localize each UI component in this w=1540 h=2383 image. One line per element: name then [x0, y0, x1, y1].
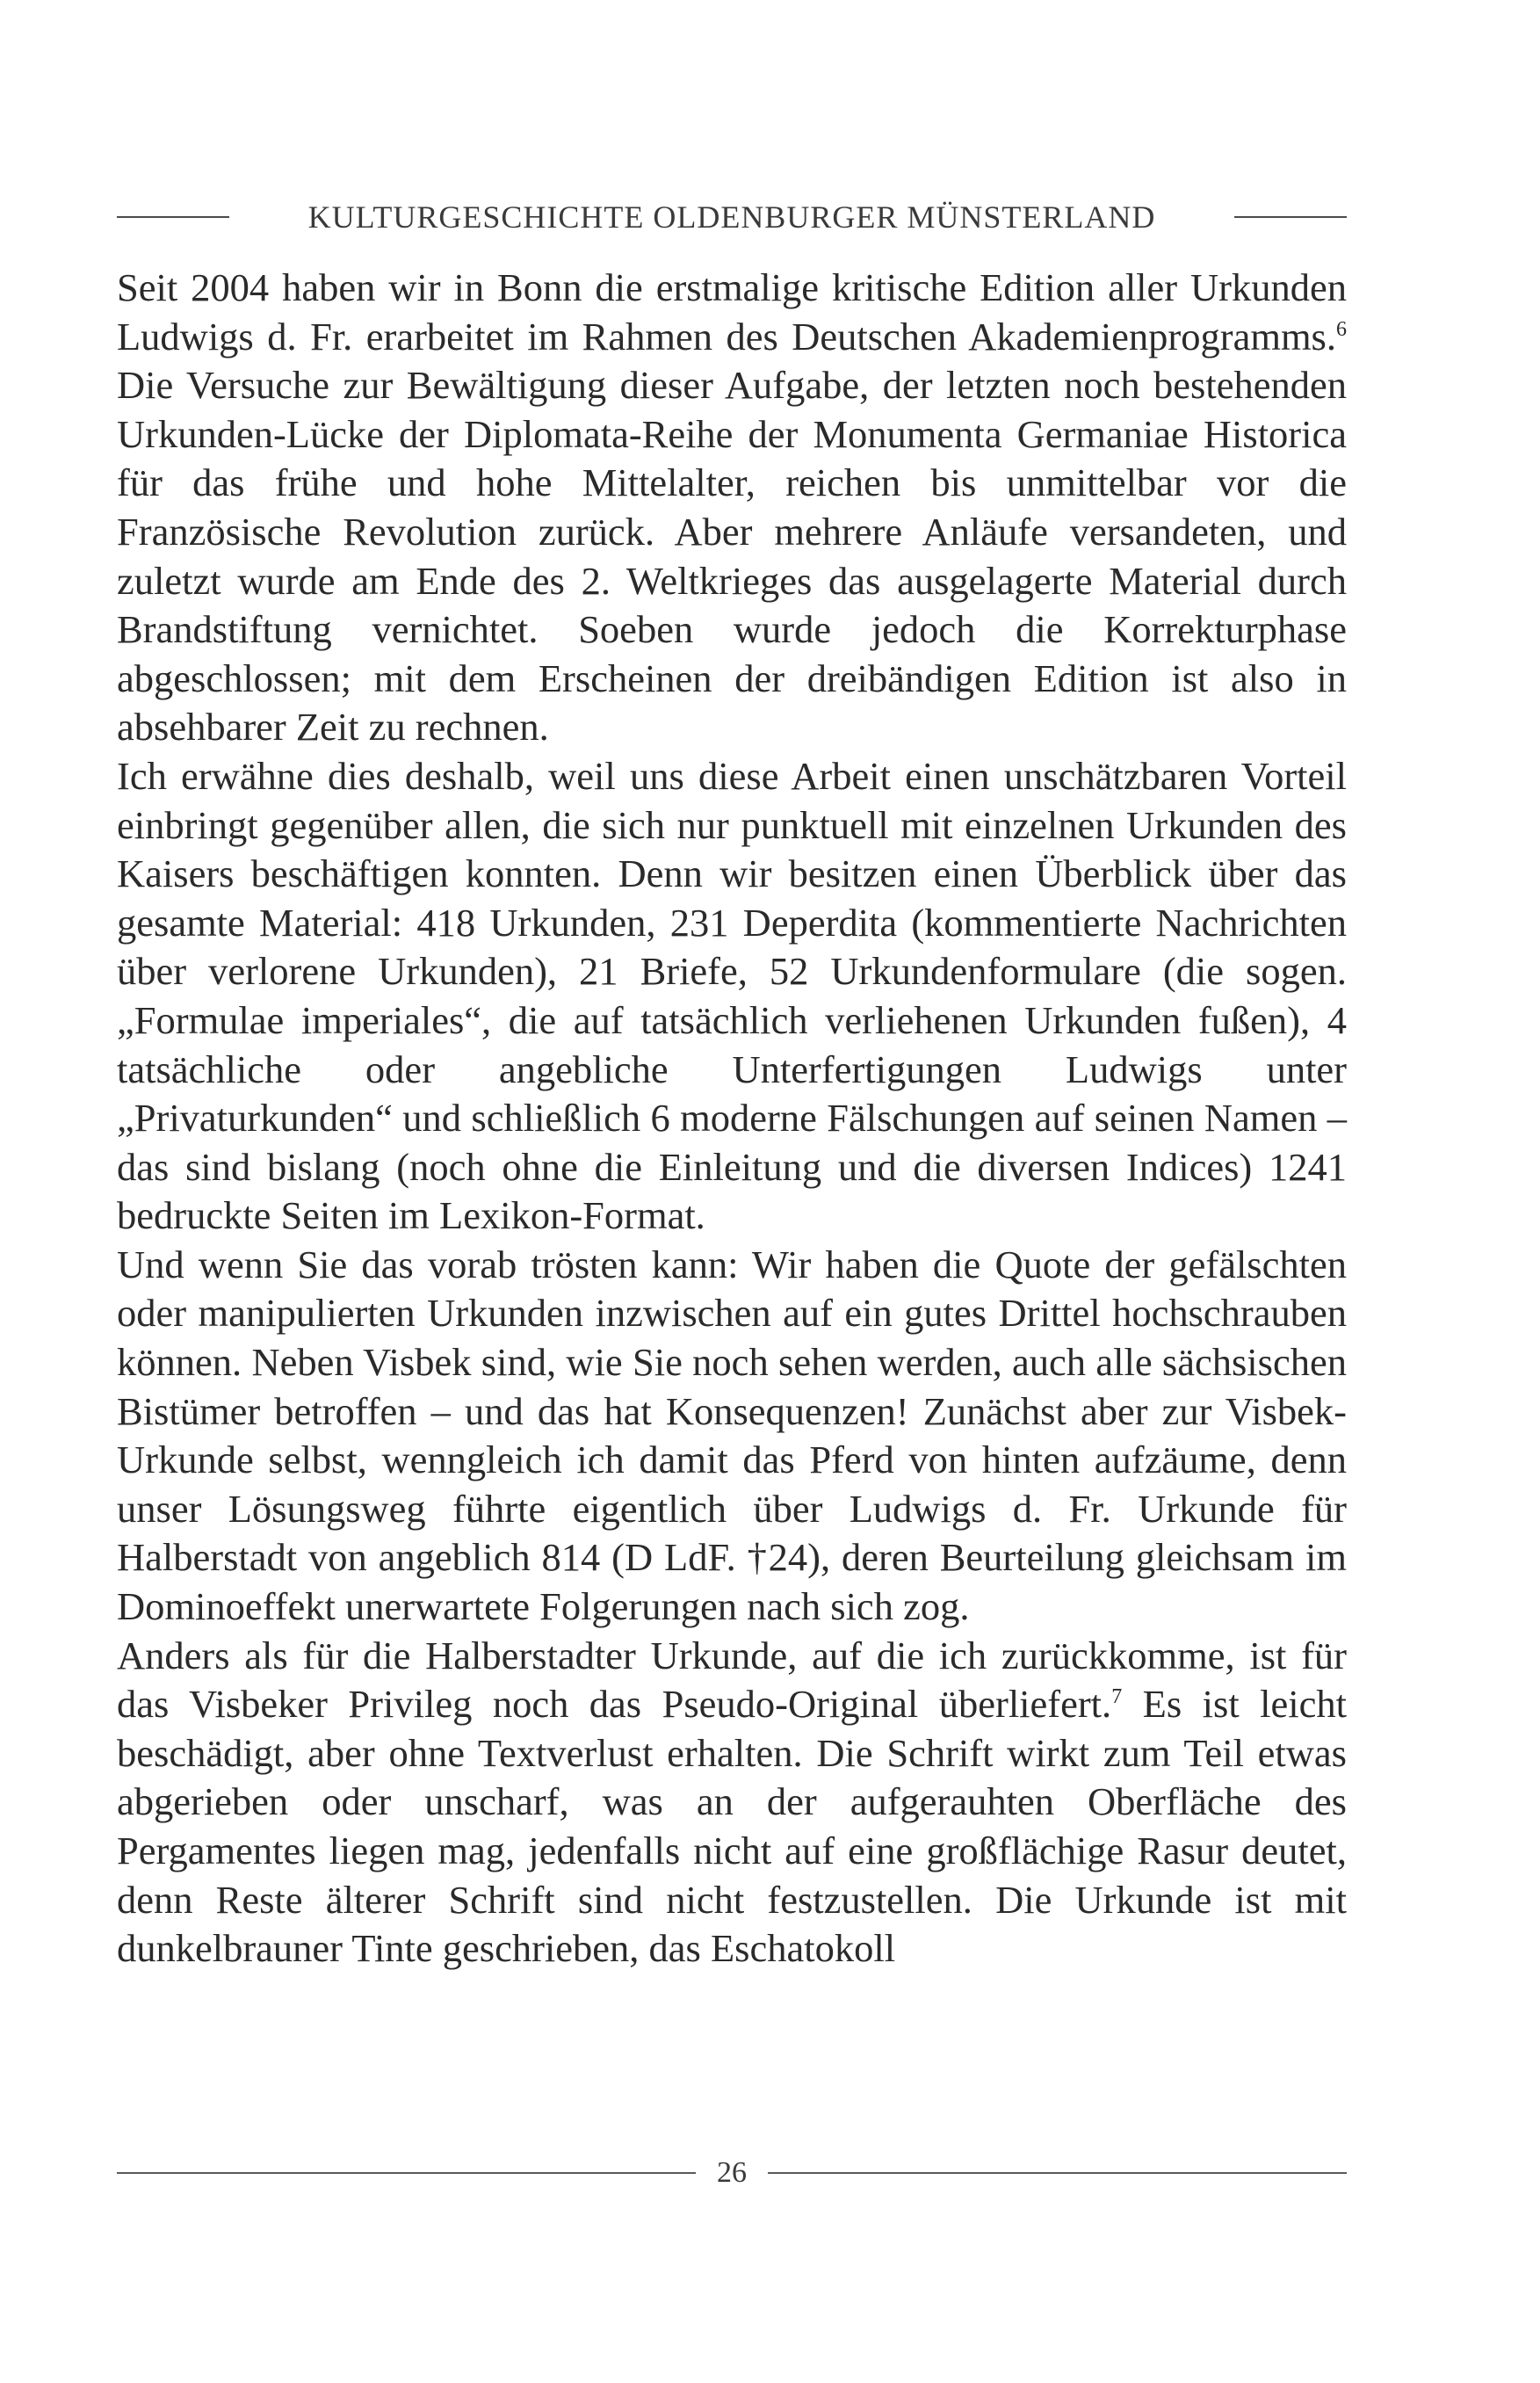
footnote-ref-7: 7	[1111, 1685, 1123, 1709]
footer-rule-left	[117, 2172, 696, 2174]
page-footer	[117, 2151, 1347, 2195]
footnote-ref-6: 6	[1336, 317, 1347, 341]
paragraph-3: Und wenn Sie das vorab trösten kann: Wir haben die Quote der gefälschten oder manipulierten Urkunden inzwischen auf ein gutes Drittel hochschrauben können. Neben Visbek sind, wie Sie noch sehen werden, auch alle sächsischen Bistümer betroffen – und das hat Konsequenzen! Zunächst aber zur Visbek-Urkunde selbst, wenngleich ich damit das Pferd von hinten aufzäume, denn unser Lösungsweg führte eigentlich über Ludwigs d. Fr. Urkunde für Halberstadt von angeblich 814 (D LdF. †24), deren Beurteilung gleichsam im Dominoeffekt unerwartete Folgerungen nach sich zog.	[117, 1242, 1347, 1629]
running-header	[117, 195, 1347, 239]
paragraph-4	[117, 1632, 1347, 1974]
paragraph-1	[117, 264, 1347, 752]
paragraph-2: Ich erwähne dies deshalb, weil uns diese Arbeit einen unschätzbaren Vorteil einbringt gegenüber allen, die sich nur punktuell mit einzelnen Urkunden des Kaisers beschäftigen konnten. Denn wir besitzen einen Überblick über das gesamte Material: 418 Urkunden, 231 Deperdita (kommentierte Nachrichten über verlorene Urkunden), 21 Briefe, 52 Urkundenformulare (die sogen. „Formulae imperiales“, die auf tatsächlich verliehenen Urkunden fußen), 4 tatsächliche oder angebliche Unterfertigungen Ludwigs unter „Privaturkunden“ und schließlich 6 moderne Fälschungen auf seinen Namen – das sind bislang (noch ohne die Einleitung und die diversen Indices) 1241 bedruckte Seiten im Lexikon-Format.	[117, 753, 1347, 1238]
running-title: KULTURGESCHICHTE OLDENBURGER MÜNSTERLAND	[307, 199, 1156, 235]
header-rule-right	[1234, 216, 1347, 218]
paragraph-1-text-a: Seit 2004 haben wir in Bonn die erstmalige kritische Edition aller Urkunden Ludwigs d. Fr. erarbeitet im Rahmen des Deutschen Akademienprogramms.	[117, 265, 1347, 359]
footer-rule-right	[768, 2172, 1347, 2174]
paragraph-4-text-b: Es ist leicht beschädigt, aber ohne Textverlust erhalten. Die Schrift wirkt zum Teil etwas abgerieben oder unscharf, was an der aufgerauhten Oberfläche des Pergamentes liegen mag, jedenfalls nicht auf eine großflächige Rasur deutet, denn Reste älterer Schrift sind nicht festzustellen. Die Urkunde ist mit dunkelbrauner Tinte geschrieben, das Eschatokoll	[117, 1682, 1348, 1971]
paragraph-4-text-a: Anders als für die Halberstadter Urkunde, auf die ich zurückkomme, ist für das Visbeker Privileg noch das Pseudo-Original überliefert.	[117, 1633, 1347, 1727]
body-text	[117, 264, 1347, 1974]
page-number: 26	[717, 2156, 747, 2189]
paragraph-1-text-b: Die Versuche zur Bewältigung dieser Aufgabe, der letzten noch bestehenden Urkunden-Lücke der Diplomata-Reihe der Monumenta Germaniae Historica für das frühe und hohe Mittelalter, reichen bis unmittelbar vor die Französische Revolution zurück. Aber mehrere Anläufe versandeten, und zuletzt wurde am Ende des 2. Weltkrieges das ausgelagerte Material durch Brandstiftung vernichtet. Soeben wurde jedoch die Korrekturphase abgeschlossen; mit dem Erscheinen der dreibändigen Edition ist also in absehbarer Zeit zu rechnen.	[117, 363, 1347, 750]
header-rule-left	[117, 216, 229, 218]
